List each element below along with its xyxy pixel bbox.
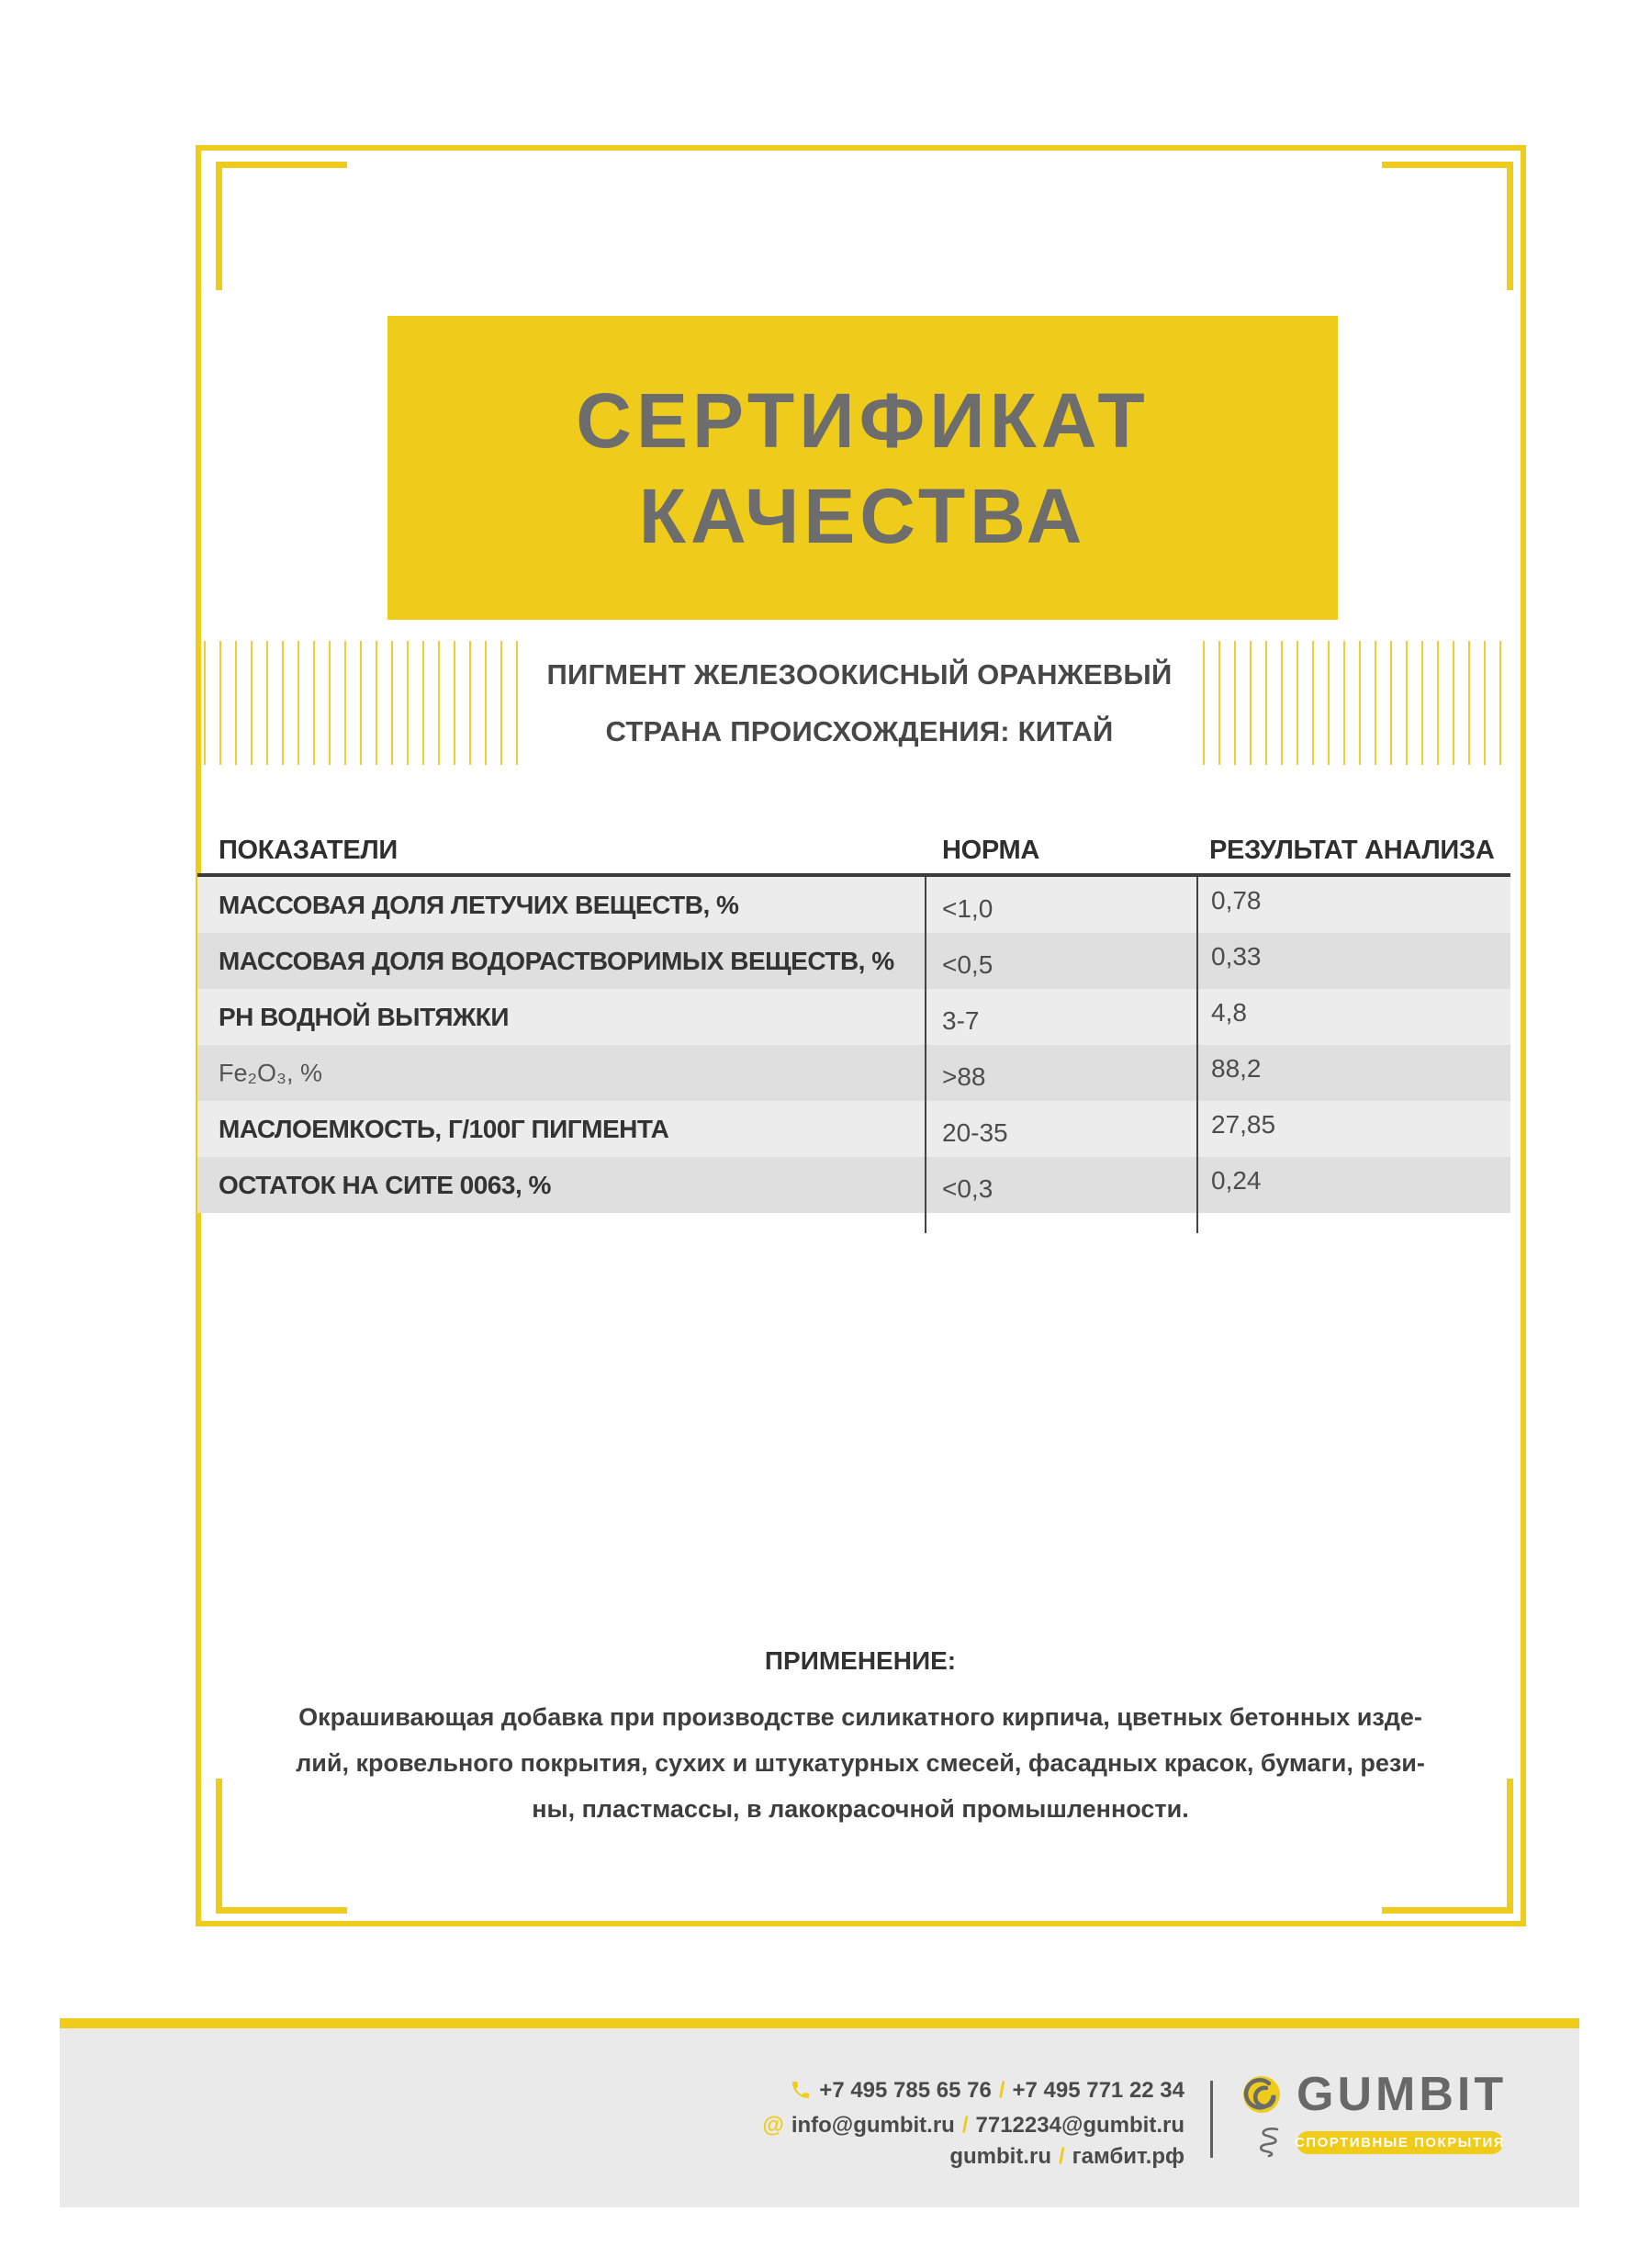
table-row (197, 1045, 1510, 1101)
application-title: ПРИМЕНЕНИЕ: (764, 1646, 957, 1675)
row-label: МАССОВАЯ ДОЛЯ ЛЕТУЧИХ ВЕЩЕСТВ, % (219, 890, 739, 919)
row-result: 4,8 (1211, 997, 1247, 1027)
table-row (197, 877, 1510, 933)
footer-vertical-divider (1210, 2081, 1213, 2158)
gumbit-logo (1241, 2068, 1508, 2159)
swirl-circle-icon (1241, 2074, 1282, 2115)
country-of-origin: СТРАНА ПРОИСХОЖДЕНИЯ: КИТАЙ (605, 714, 1114, 747)
row-label: МАССОВАЯ ДОЛЯ ВОДОРАСТВОРИМЫХ ВЕЩЕСТВ, % (219, 946, 894, 975)
phone-number-2: +7 495 771 22 34 (1012, 2078, 1184, 2103)
row-label: ОСТАТОК НА СИТЕ 0063, % (219, 1170, 551, 1199)
row-norm: <0,3 (942, 1173, 994, 1203)
emails-line (762, 2110, 1184, 2141)
brand-tagline-badge: СПОРТИВНЫЕ ПОКРЫТИЯ (1297, 2131, 1503, 2154)
row-label: Fe₂O₃, % (219, 1059, 322, 1086)
phone-number-1: +7 495 785 65 76 (819, 2078, 992, 2103)
row-norm: <0,5 (942, 949, 994, 979)
websites-line (762, 2141, 1184, 2173)
row-label: МАСЛОЕМКОСТЬ, Г/100Г ПИГМЕНТА (219, 1114, 669, 1143)
certificate-title-line2: КАЧЕСТВА (638, 472, 1087, 559)
column-separator-2 (1196, 877, 1198, 1233)
website-2: гамбит.рф (1072, 2144, 1184, 2169)
certificate-title-line1: СЕРТИФИКАТ (576, 376, 1150, 464)
corner-bracket-top-right (1382, 162, 1513, 290)
footer-body (60, 2028, 1579, 2207)
column-header-indicators: ПОКАЗАТЕЛИ (219, 836, 398, 865)
subtitle-box (519, 641, 1200, 765)
email-1: info@gumbit.ru (791, 2113, 955, 2138)
slash-separator: / (961, 2113, 969, 2138)
row-norm: <1,0 (942, 893, 994, 923)
striped-band (204, 641, 1515, 765)
row-norm: >88 (942, 1061, 986, 1091)
website-1: gumbit.ru (949, 2144, 1051, 2169)
phone-icon (790, 2079, 812, 2110)
table-row (197, 1101, 1510, 1157)
spec-table (197, 831, 1510, 1213)
row-result: 27,85 (1211, 1109, 1276, 1139)
product-name: ПИГМЕНТ ЖЕЛЕЗООКИСНЫЙ ОРАНЖЕВЫЙ (546, 657, 1173, 691)
row-result: 0,24 (1211, 1165, 1262, 1195)
coil-spring-icon (1255, 2126, 1283, 2159)
footer (60, 2018, 1579, 2207)
application-text-line: ны, пластмассы, в лакокрасочной промышленности. (532, 1795, 1189, 1823)
column-header-norm: НОРМА (942, 836, 1040, 865)
contact-block (762, 2075, 1184, 2173)
at-icon: @ (762, 2113, 784, 2138)
column-separator-1 (925, 877, 926, 1233)
email-2: 7712234@gumbit.ru (975, 2113, 1184, 2138)
row-result: 0,78 (1211, 885, 1262, 915)
row-result: 0,33 (1211, 941, 1262, 971)
application-text-line: лий, кровельного покрытия, сухих и штукатурных смесей, фасадных красок, бумаги, рези- (296, 1749, 1425, 1777)
table-row (197, 933, 1510, 989)
brand-name: GUMBIT (1297, 2068, 1508, 2121)
title-banner (387, 316, 1338, 620)
slash-separator: / (998, 2078, 1005, 2103)
corner-bracket-top-left (216, 162, 347, 290)
row-result: 88,2 (1211, 1053, 1262, 1083)
row-label: РН ВОДНОЙ ВЫТЯЖКИ (219, 1002, 509, 1031)
application-section (268, 1646, 1453, 1832)
spec-table-header (197, 831, 1510, 877)
footer-accent-bar (60, 2018, 1579, 2028)
table-row (197, 989, 1510, 1045)
row-norm: 3-7 (942, 1005, 980, 1035)
row-norm: 20-35 (942, 1117, 1008, 1147)
table-row (197, 1157, 1510, 1213)
phones-line (762, 2075, 1184, 2110)
column-header-result: РЕЗУЛЬТАТ АНАЛИЗА (1209, 836, 1495, 865)
slash-separator: / (1058, 2144, 1065, 2169)
application-text-line: Окрашивающая добавка при производстве силикатного кирпича, цветных бетонных изде- (298, 1703, 1422, 1731)
